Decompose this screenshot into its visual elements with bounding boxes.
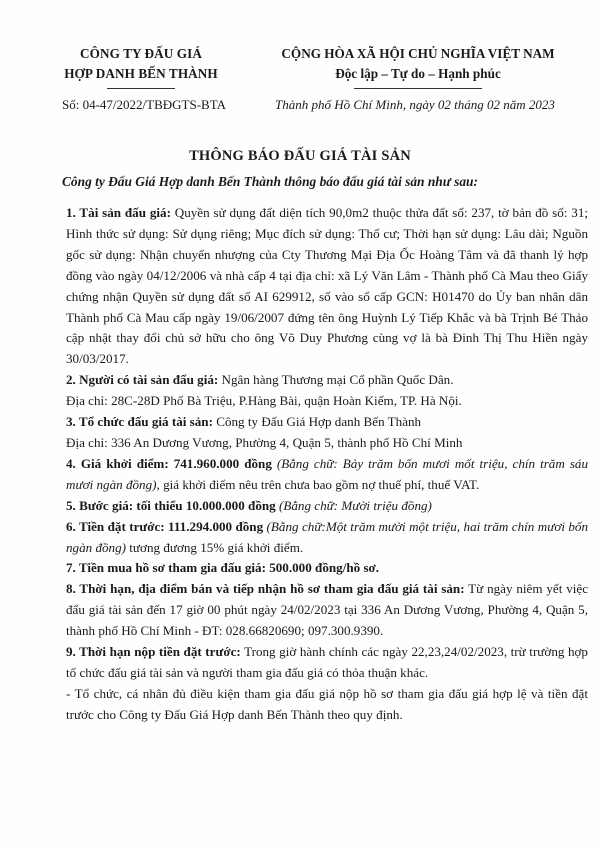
section-8-text: Từ ngày niêm yết việc đấu giá tài sản đến 17 giờ 00 phút ngày 24/02/2023 tại 336 An Dương Vương, Phường 4, Quận 5, thành phố Hồ Chí Minh - ĐT: 028.66820690; 097.300.9390. bbox=[66, 581, 589, 639]
section-5 bbox=[66, 496, 588, 517]
document-body bbox=[66, 203, 588, 726]
section-8-label: 8. Thời hạn, địa điểm bán và tiếp nhận hồ sơ tham gia đấu giá tài sản: bbox=[66, 581, 465, 597]
company-name-line2: HỢP DANH BẾN THÀNH bbox=[64, 66, 218, 81]
national-motto: Độc lập – Tự do – Hạnh phúc bbox=[335, 66, 501, 81]
section-6-words: (Bằng chữ:Một trăm mười một triệu, hai trăm chín mươi bốn ngàn đồng) bbox=[66, 518, 589, 555]
section-7-label: 7. Tiền mua hồ sơ tham gia đấu giá: 500.000 đồng/hồ sơ. bbox=[66, 560, 380, 576]
section-3-label: 3. Tổ chức đấu giá tài sản: bbox=[66, 414, 213, 430]
company-name-line1: CÔNG TY ĐẤU GIÁ bbox=[79, 46, 203, 61]
section-8 bbox=[66, 579, 588, 642]
section-1-label: 1. Tài sản đấu giá: bbox=[66, 205, 171, 220]
document-title: THÔNG BÁO ĐẤU GIÁ TÀI SẢN bbox=[189, 148, 411, 164]
document-number: Số: 04-47/2022/TBĐGTS-BTA bbox=[62, 97, 226, 112]
section-2-label: 2. Người có tài sản đấu giá: bbox=[66, 372, 219, 388]
section-9-label: 9. Thời hạn nộp tiền đặt trước: bbox=[66, 644, 241, 660]
section-4 bbox=[66, 454, 588, 496]
section-2-address: Địa chỉ: 28C-28D Phố Bà Triệu, P.Hàng Bài, quận Hoàn Kiếm, TP. Hà Nội. bbox=[66, 393, 462, 409]
national-title: CỘNG HÒA XÃ HỘI CHỦ NGHĨA VIỆT NAM bbox=[281, 46, 555, 61]
section-9 bbox=[66, 642, 588, 684]
section-6-label: 6. Tiền đặt trước: 111.294.000 đồng bbox=[66, 518, 264, 534]
national-header bbox=[258, 44, 578, 89]
motto-underline bbox=[354, 88, 482, 89]
section-4-words: (Bằng chữ: Bảy trăm bốn mươi mốt triệu, chín trăm sáu mươi ngàn đồng) bbox=[66, 455, 589, 492]
section-1-text: Quyền sử dụng đất diện tích 90,0m2 thuộc thửa đất số: 237, tờ bản đồ số: 31; Hình thức sử dụng: Sử dụng riêng; Mục đích sử dụng: Thổ cư; Thời hạn sử dụng: Lâu dài; Nguồn gốc sử dụng: Nhận chuyển nhượng của Cty Thương Mại Địa Ốc Hoàng Tâm và đã thanh lý hợp đồng vào ngày 04/12/2006 và nhà cấp 4 tại địa chỉ: xã Lý Văn Lâm - Thành phố Cà Mau theo Giấy chứng nhận Quyền sử dụng đất số AI 629912, số vào sổ cấp GCN: H01470 do Ủy ban nhân dân Thành phố Cà Mau cấp ngày 19/06/2007 đứng tên ông Huỳnh Lý Tiếp Khắc và bà Trịnh Bé Thảo cập nhật thay đổi chủ sở hữu cho ông Võ Duy Phương cùng vợ là bà Đinh Thị Thu Hiền ngày 30/03/2017. bbox=[66, 205, 589, 367]
section-9-text: Trong giờ hành chính các ngày 22,23,24/02/2023, trừ trường hợp tổ chức đấu giá tài sản và người tham gia đấu giá có thỏa thuận khác. bbox=[66, 644, 588, 680]
section-4-label: 4. Giá khởi điểm: 741.960.000 đồng bbox=[66, 455, 272, 471]
section-3-text: Công ty Đấu Giá Hợp danh Bến Thành bbox=[212, 414, 422, 430]
section-3 bbox=[66, 412, 588, 433]
section-2 bbox=[66, 370, 588, 391]
section-2-text: Ngân hàng Thương mại Cổ phần Quốc Dân. bbox=[218, 372, 454, 388]
section-1 bbox=[66, 203, 588, 370]
company-header bbox=[36, 44, 246, 89]
company-underline bbox=[107, 88, 175, 89]
section-6 bbox=[66, 517, 588, 559]
section-9-note: - Tổ chức, cá nhân đủ điều kiện tham gia đấu giá nộp hồ sơ tham gia đấu giá hợp lệ và tiền đặt trước cho Công ty Đấu Giá Hợp danh Bến Thành theo quy định. bbox=[66, 685, 588, 722]
section-5-label: 5. Bước giá: tối thiểu 10.000.000 đồng bbox=[66, 497, 276, 513]
section-7 bbox=[66, 558, 588, 579]
section-5-words: (Bằng chữ: Mười triệu đồng) bbox=[275, 497, 432, 513]
place-date: Thành phố Hồ Chí Minh, ngày 02 tháng 02 năm 2023 bbox=[275, 97, 555, 112]
section-6-text: tương đương 15% giá khởi điểm. bbox=[126, 539, 304, 555]
section-4-text: , giá khởi điểm nêu trên chưa bao gồm nợ thuế phí, thuế VAT. bbox=[156, 476, 480, 492]
intro-line: Công ty Đấu Giá Hợp danh Bến Thành thông báo đấu giá tài sản như sau: bbox=[62, 174, 478, 189]
section-3-address: Địa chỉ: 336 An Dương Vương, Phường 4, Quận 5, thành phố Hồ Chí Minh bbox=[66, 434, 463, 450]
